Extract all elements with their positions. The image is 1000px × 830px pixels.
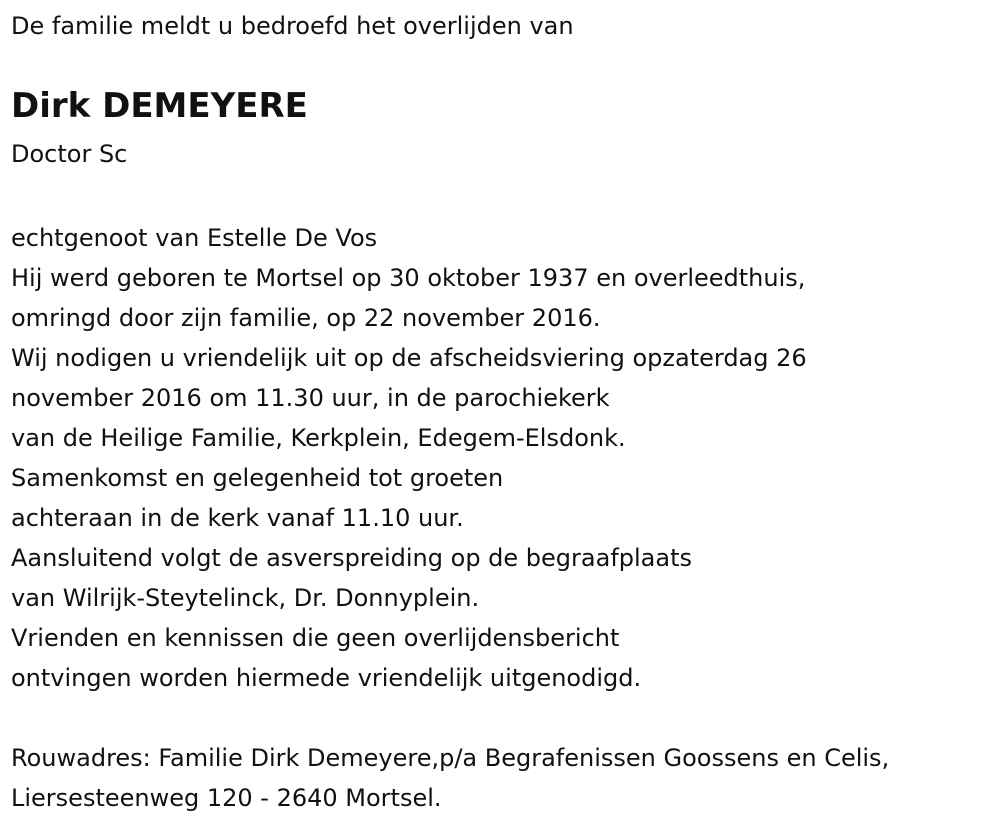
mourning-address: [11, 738, 889, 818]
body-line: van de Heilige Familie, Kerkplein, Edegem-Elsdonk.: [11, 424, 626, 452]
body-line: van Wilrijk-Steytelinck, Dr. Donnyplein.: [11, 584, 480, 612]
address-line: Liersesteenweg 120 - 2640 Mortsel.: [11, 784, 442, 812]
intro-text: De familie meldt u bedroefd het overlijden van: [11, 12, 574, 40]
body-line: Hij werd geboren te Mortsel op 30 oktober 1937 en overleedthuis,: [11, 264, 806, 292]
body-line: omringd door zijn familie, op 22 november 2016.: [11, 304, 601, 332]
body-line: Wij nodigen u vriendelijk uit op de afscheidsviering opzaterdag 26: [11, 344, 807, 372]
body-line: november 2016 om 11.30 uur, in de parochiekerk: [11, 384, 610, 412]
body-line: Vrienden en kennissen die geen overlijdensbericht: [11, 624, 620, 652]
address-line: Rouwadres: Familie Dirk Demeyere,p/a Begrafenissen Goossens en Celis,: [11, 744, 890, 772]
body-line: Samenkomst en gelegenheid tot groeten: [11, 464, 504, 492]
body-line: ontvingen worden hiermede vriendelijk uitgenodigd.: [11, 664, 642, 692]
deceased-name: Dirk DEMEYERE: [11, 86, 308, 126]
body-line: achteraan in de kerk vanaf 11.10 uur.: [11, 504, 464, 532]
body-line: Aansluitend volgt de asverspreiding op de begraafplaats: [11, 544, 692, 572]
deceased-title: Doctor Sc: [11, 140, 128, 168]
body-line: echtgenoot van Estelle De Vos: [11, 224, 378, 252]
notice-body: [11, 218, 807, 698]
